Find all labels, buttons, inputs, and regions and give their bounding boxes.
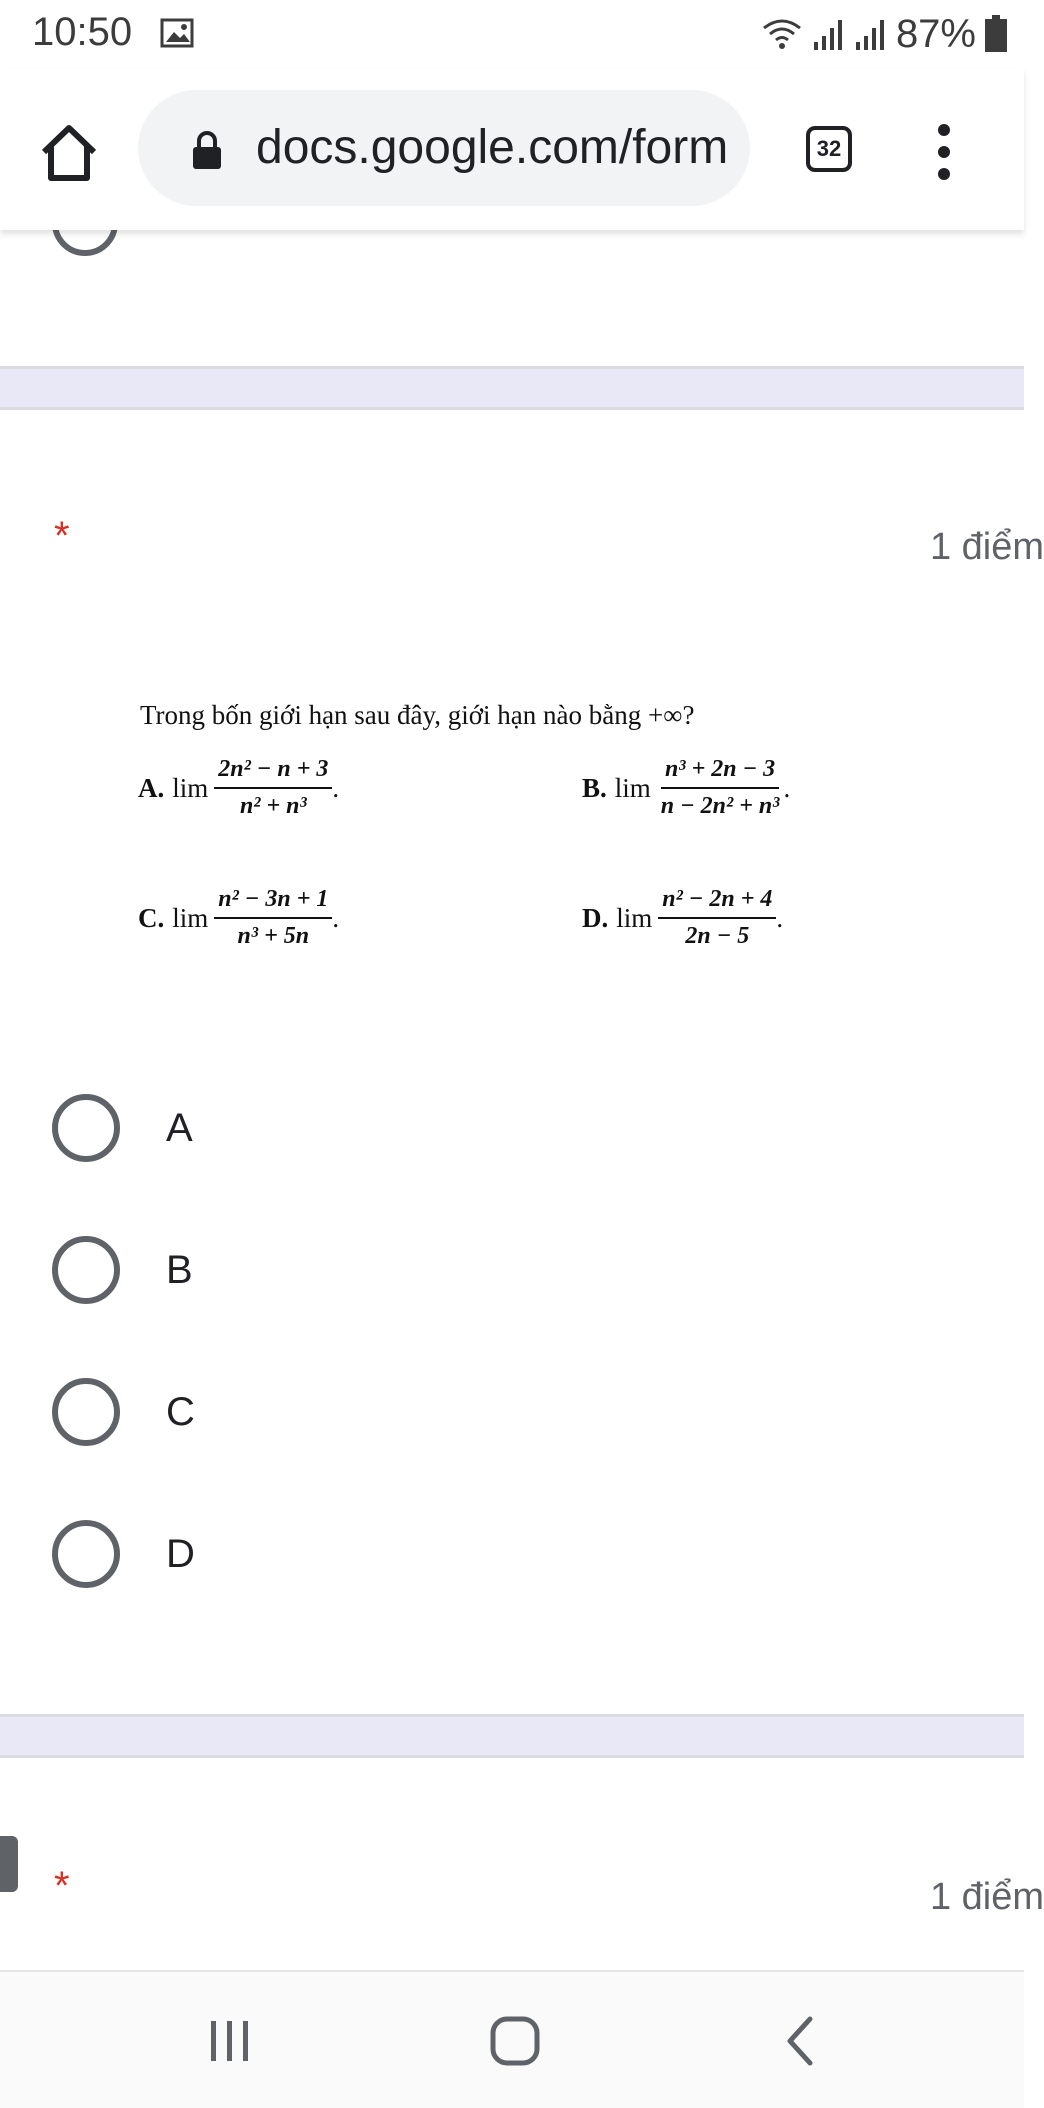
recents-button[interactable] (195, 2006, 265, 2076)
nav-home-icon[interactable] (489, 2015, 541, 2067)
back-icon[interactable] (780, 2015, 820, 2067)
formula-fraction (214, 886, 332, 950)
gallery-icon (160, 18, 194, 48)
formula-fraction (657, 756, 784, 820)
formula-fraction (214, 756, 332, 820)
status-bar (0, 0, 1024, 68)
formula-option-d (582, 886, 783, 950)
question-image (130, 700, 850, 1020)
radio-button[interactable] (52, 1236, 120, 1304)
home-icon[interactable] (38, 122, 100, 184)
status-time: 10:50 (32, 10, 133, 54)
formula-lim: lim (172, 772, 209, 803)
more-vert-icon[interactable] (930, 122, 958, 182)
system-nav-bar (0, 1970, 1024, 2108)
formula-end: . (776, 902, 784, 933)
formula-lim: lim (614, 772, 651, 803)
recents-icon[interactable] (207, 2019, 253, 2063)
formula-numerator: n² − 2n + 4 (658, 886, 776, 919)
formula-lim: lim (172, 902, 209, 933)
tab-switcher-button[interactable]: 32 (806, 126, 852, 172)
url-text: docs.google.com/form (256, 121, 729, 174)
formula-option-a (138, 756, 339, 820)
formula-letter: B. (582, 772, 607, 803)
choice-label[interactable]: D (166, 1531, 195, 1576)
formula-denominator: n³ + 5n (237, 923, 310, 949)
back-button[interactable] (765, 2006, 835, 2076)
required-asterisk: * (54, 1864, 70, 1908)
radio-button[interactable] (52, 1378, 120, 1446)
choice-b[interactable] (52, 1232, 193, 1308)
formula-letter: D. (582, 902, 609, 933)
formula-numerator: n³ + 2n − 3 (661, 756, 779, 789)
required-asterisk: * (54, 514, 70, 558)
signal-icon (812, 16, 846, 52)
formula-end: . (332, 772, 340, 803)
question-points: 1 điểm (929, 1876, 1044, 1918)
formula-option-b (582, 756, 790, 820)
question-points: 1 điểm (929, 526, 1044, 568)
choice-c[interactable] (52, 1374, 195, 1450)
formula-letter: A. (138, 772, 165, 803)
formula-letter: C. (138, 902, 165, 933)
choice-label[interactable]: C (166, 1389, 195, 1434)
address-bar[interactable] (138, 90, 750, 206)
radio-button[interactable] (52, 1094, 120, 1162)
status-indicators (760, 10, 1008, 58)
browser-toolbar (0, 68, 1024, 230)
nav-home-button[interactable] (480, 2006, 550, 2076)
formula-option-c (138, 886, 339, 950)
formula-fraction (658, 886, 776, 950)
choice-label[interactable]: B (166, 1247, 193, 1292)
formula-end: . (332, 902, 340, 933)
formula-denominator: n² + n³ (239, 793, 307, 819)
choice-a[interactable] (52, 1090, 193, 1166)
formula-end: . (783, 772, 791, 803)
formula-numerator: 2n² − n + 3 (214, 756, 332, 789)
formula-denominator: 2n − 5 (685, 923, 750, 949)
question-separator (0, 1714, 1024, 1758)
signal-icon-2 (854, 16, 888, 52)
formula-denominator: n − 2n² + n³ (660, 793, 780, 819)
radio-button[interactable] (52, 1520, 120, 1588)
formula-numerator: n² − 3n + 1 (214, 886, 332, 919)
battery-icon (984, 15, 1008, 53)
lock-icon (190, 130, 224, 170)
choice-label[interactable]: A (166, 1105, 193, 1150)
question-separator (0, 366, 1024, 410)
battery-percent: 87% (895, 11, 976, 56)
wifi-icon (760, 16, 804, 52)
form-content (0, 230, 1044, 1970)
scroll-indicator[interactable] (0, 1836, 18, 1892)
formula-lim: lim (616, 902, 653, 933)
choice-d[interactable] (52, 1516, 195, 1592)
question-prompt: Trong bốn giới hạn sau đây, giới hạn nào bằng +∞? (140, 700, 695, 730)
